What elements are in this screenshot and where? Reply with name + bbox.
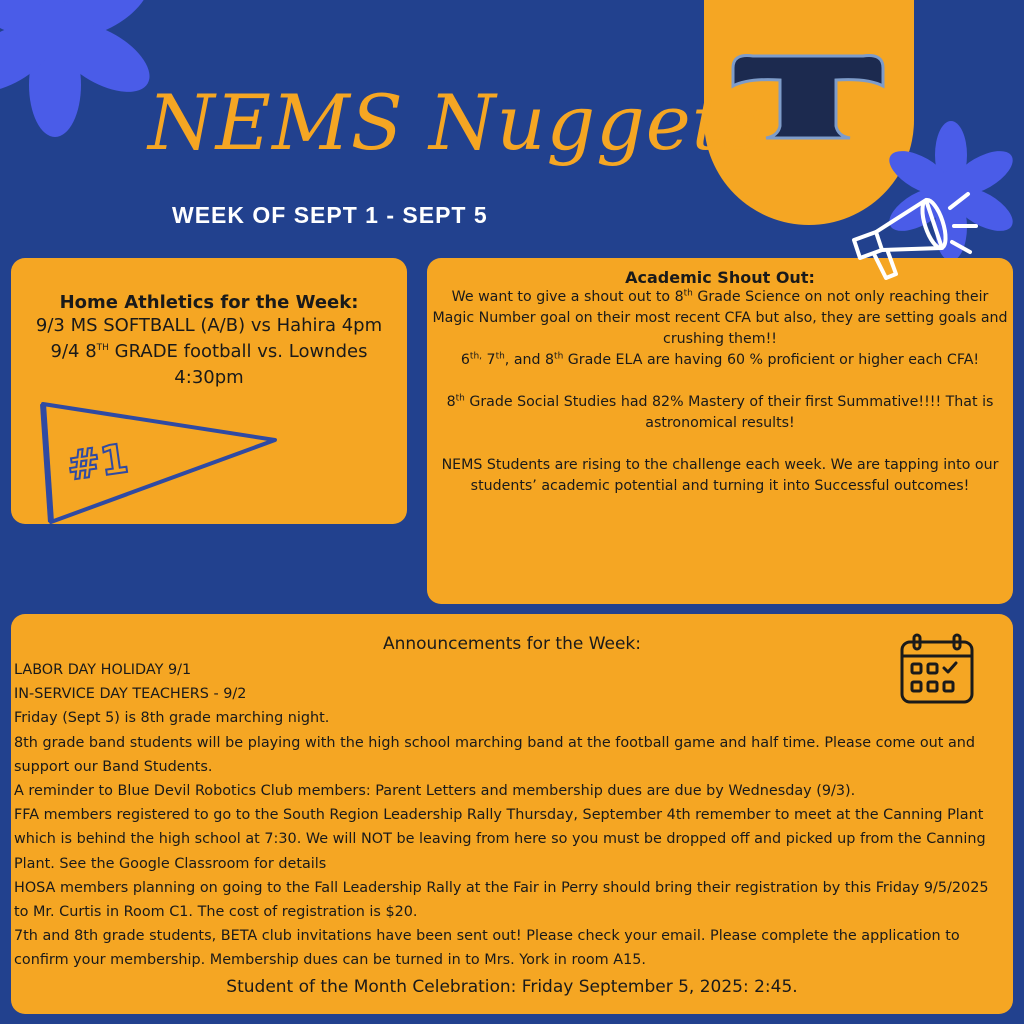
announcement-item: LABOR DAY HOLIDAY 9/1	[14, 662, 192, 678]
athletics-line: 9/4 8TH GRADE football vs. Lowndes	[50, 341, 368, 362]
megaphone-icon	[846, 178, 986, 288]
academic-paragraph: $6^{th,}$ 7th, and 8th Grade ELA are having 60 % proficient or higher each CFA!	[460, 351, 980, 368]
announcements-footer: Student of the Month Celebration: Friday September 5, 2025: 2:45.	[226, 976, 798, 997]
announcement-item: Friday (Sept 5) is 8th grade marching night.	[14, 710, 330, 727]
announcements-heading: Announcements for the Week:	[382, 634, 642, 654]
announcement-item: 7th and 8th grade students, BETA club invitations have been sent out! Please check your email. Please complete the application to confirm your membership. Membership dues can be turned in to Mrs. York in room A15.	[14, 928, 960, 969]
announcement-item: A reminder to Blue Devil Robotics Club members: Parent Letters and membership dues are due by Wednesday (9/3).	[14, 783, 856, 800]
academic-paragraph: We want to give a shout out to 8th Grade Science on not only reaching their Magic Number goal on their most recent CFA but also, they are setting goals and crushing them!!	[432, 288, 1008, 347]
academic-paragraph: 8th Grade Social Studies had 82% Mastery of their first Summative!!!! That is astronomical results!	[446, 393, 994, 431]
academic-paragraph: NEMS Students are rising to the challenge each week. We are tapping into our students’ academic potential and turning it into Successful outcomes!	[441, 457, 999, 494]
calendar-icon	[898, 632, 978, 708]
pennant-icon	[39, 398, 289, 528]
announcement-item: 8th grade band students will be playing with the high school marching band at the football game and half time. Please come out and support our Band Students.	[14, 734, 976, 775]
week-subtitle: WEEK OF SEPT 1 - SEPT 5	[172, 202, 488, 228]
page-title: NEMS Nuggets	[148, 78, 764, 167]
athletics-line: 4:30pm	[174, 367, 244, 388]
announcement-item: HOSA members planning on going to the Fall Leadership Rally at the Fair in Perry should bring their registration by this Friday 9/5/2025 to Mr. Curtis in Room C1. The cost of registration is $20.	[14, 879, 989, 921]
announcement-item: FFA members registered to go to the South Region Leadership Rally Thursday, September 4th remember to meet at the Canning Plant which is behind the high school at 7:30. We will NOT be leaving from here so you must be dropped off and picked up from the Canning Plant. See the Google Classroom for details	[14, 807, 986, 872]
athletics-card	[11, 258, 407, 524]
announcements-card	[11, 614, 1013, 1014]
athletics-line: 9/3 MS SOFTBALL (A/B) vs Hahira 4pm	[35, 315, 383, 336]
svg-text:#1: #1	[63, 435, 132, 490]
announcement-item: IN-SERVICE DAY TEACHERS - 9/2	[14, 686, 247, 703]
athletics-heading: Home Athletics for the Week:	[59, 292, 359, 313]
academic-heading: Academic Shout Out:	[625, 268, 815, 287]
academic-card	[427, 258, 1013, 604]
